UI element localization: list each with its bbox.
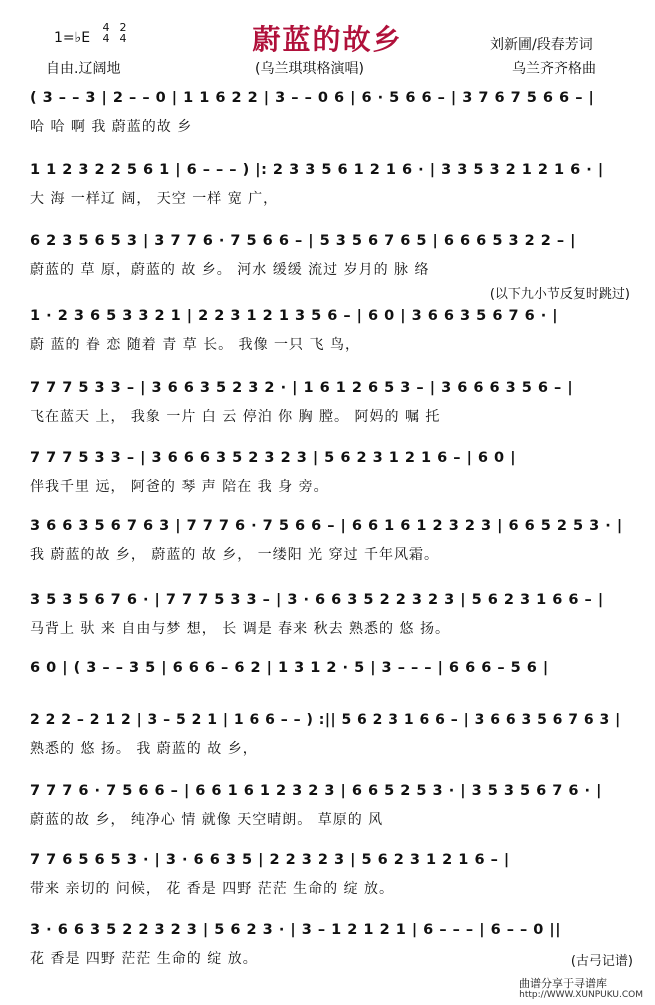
lyric-line: 带来 亲切的 问候， 花 香是 四野 茫茫 生命的 绽 放。 <box>30 881 395 897</box>
notation-line: 6 2 3 5 6 5 3 | 3 7 7 6 · 7 5 6 6 – | 5 3 5 6 7 6 5 | 6 6 6 5 3 2 2 – | <box>30 233 576 249</box>
lyricist-credit: 刘新圃/段春芳词 <box>490 37 593 53</box>
meter-a-top: 4 <box>102 21 110 34</box>
notation-line: 1 · 2 3 6 5 3 3 2 1 | 2 2 3 1 2 1 3 5 6 – | 6 0 | 3 6 6 3 5 6 7 6 · | <box>30 308 559 324</box>
lyric-line: 蔚蓝的故 乡， 纯净心 情 就像 天空晴朗。 草原的 风 <box>30 812 384 828</box>
singer-credit: (乌兰琪琪格演唱) <box>255 61 364 77</box>
lyric-line: 大 海 一样辽 阔， 天空 一样 宽 广， <box>30 191 279 207</box>
lyric-line: 我 蔚蓝的故 乡， 蔚蓝的 故 乡， 一缕阳 光 穿过 千年风霜。 <box>30 547 440 563</box>
lyric-line: 花 香是 四野 茫茫 生命的 绽 放。 <box>30 951 258 967</box>
meter-b-top: 2 <box>119 21 127 34</box>
lyric-line: 伴我千里 远， 阿爸的 琴 声 陪在 我 身 旁。 <box>30 479 329 495</box>
notation-line: ( 3 – – 3 | 2 – – 0 | 1 1 6 2 2 | 3 – – 0 6 | 6 · 5 6 6 – | 3 7 6 7 5 6 6 – | <box>30 90 595 106</box>
notation-line: 6 0 | ( 3 – – 3 5 | 6 6 6 – 6 2 | 1 3 1 2 · 5 | 3 – – – | 6 6 6 – 5 6 | <box>30 660 549 676</box>
meter-b-bottom: 4 <box>119 32 127 45</box>
lyric-line: 飞在蓝天 上， 我象 一片 白 云 停泊 你 胸 膛。 阿妈的 嘱 托 <box>30 409 441 425</box>
site-url: http://WWW.XUNPUKU.COM <box>519 990 643 1000</box>
repeat-instruction: (以下九小节反复时跳过) <box>489 287 630 302</box>
notation-line: 7 7 7 5 3 3 – | 3 6 6 6 3 5 2 3 2 3 | 5 6 2 3 1 2 1 6 – | 6 0 | <box>30 450 516 466</box>
meter-a-bottom: 4 <box>102 32 110 45</box>
lyric-line: 马背上 驮 来 自由与梦 想， 长 调是 春来 秋去 熟悉的 悠 扬。 <box>30 621 450 637</box>
lyric-line: 蔚蓝的 草 原，蔚蓝的 故 乡。 河水 缓缓 流过 岁月的 脉 络 <box>30 262 430 278</box>
lyric-line: 蔚 蓝的 眷 恋 随着 青 草 长。 我像 一只 飞 鸟， <box>30 337 360 353</box>
notation-line: 3 5 3 5 6 7 6 · | 7 7 7 5 3 3 – | 3 · 6 6 3 5 2 2 3 2 3 | 5 6 2 3 1 6 6 – | <box>30 592 604 608</box>
share-note: 曲谱分享于寻谱库 <box>519 977 607 990</box>
page-title: 蔚蓝的故乡 <box>252 23 403 56</box>
notation-line: 7 7 6 5 6 5 3 · | 3 · 6 6 3 5 | 2 2 3 2 3 | 5 6 2 3 1 2 1 6 – | <box>30 852 510 868</box>
notation-line: 1 1 2 3 2 2 5 6 1 | 6 – – – ) |: 2 3 3 5 6 1 2 1 6 · | 3 3 5 3 2 1 2 1 6 · | <box>30 162 604 178</box>
notation-line: 3 6 6 3 5 6 7 6 3 | 7 7 7 6 · 7 5 6 6 – | 6 6 1 6 1 2 3 2 3 | 6 6 5 2 5 3 · | <box>30 518 623 534</box>
notation-line: 3 · 6 6 3 5 2 2 3 2 3 | 5 6 2 3 · | 3 – 1 2 1 2 1 | 6 – – – | 6 – – 0 || <box>30 922 562 938</box>
notation-line: 2 2 2 – 2 1 2 | 3 – 5 2 1 | 1 6 6 – – ) :|| 5 6 2 3 1 6 6 – | 3 6 6 3 5 6 7 6 3 | <box>30 712 621 728</box>
notation-line: 7 7 7 6 · 7 5 6 6 – | 6 6 1 6 1 2 3 2 3 | 6 6 5 2 5 3 · | 3 5 3 5 6 7 6 · | <box>30 783 602 799</box>
tempo-marking: 自由.辽阔地 <box>46 61 121 77</box>
time-signature-a <box>100 22 112 44</box>
time-signature-b <box>117 22 129 44</box>
lyric-line: 哈 哈 啊 我 蔚蓝的故 乡 <box>30 119 193 135</box>
lyric-line: 熟悉的 悠 扬。 我 蔚蓝的 故 乡， <box>30 741 258 757</box>
notation-line: 7 7 7 5 3 3 – | 3 6 6 3 5 2 3 2 · | 1 6 1 2 6 5 3 – | 3 6 6 6 3 5 6 – | <box>30 380 574 396</box>
composer-credit: 乌兰齐齐格曲 <box>512 61 596 77</box>
key-signature: 1=♭E <box>54 30 91 46</box>
transcriber-credit: (古弓记谱) <box>570 954 633 969</box>
